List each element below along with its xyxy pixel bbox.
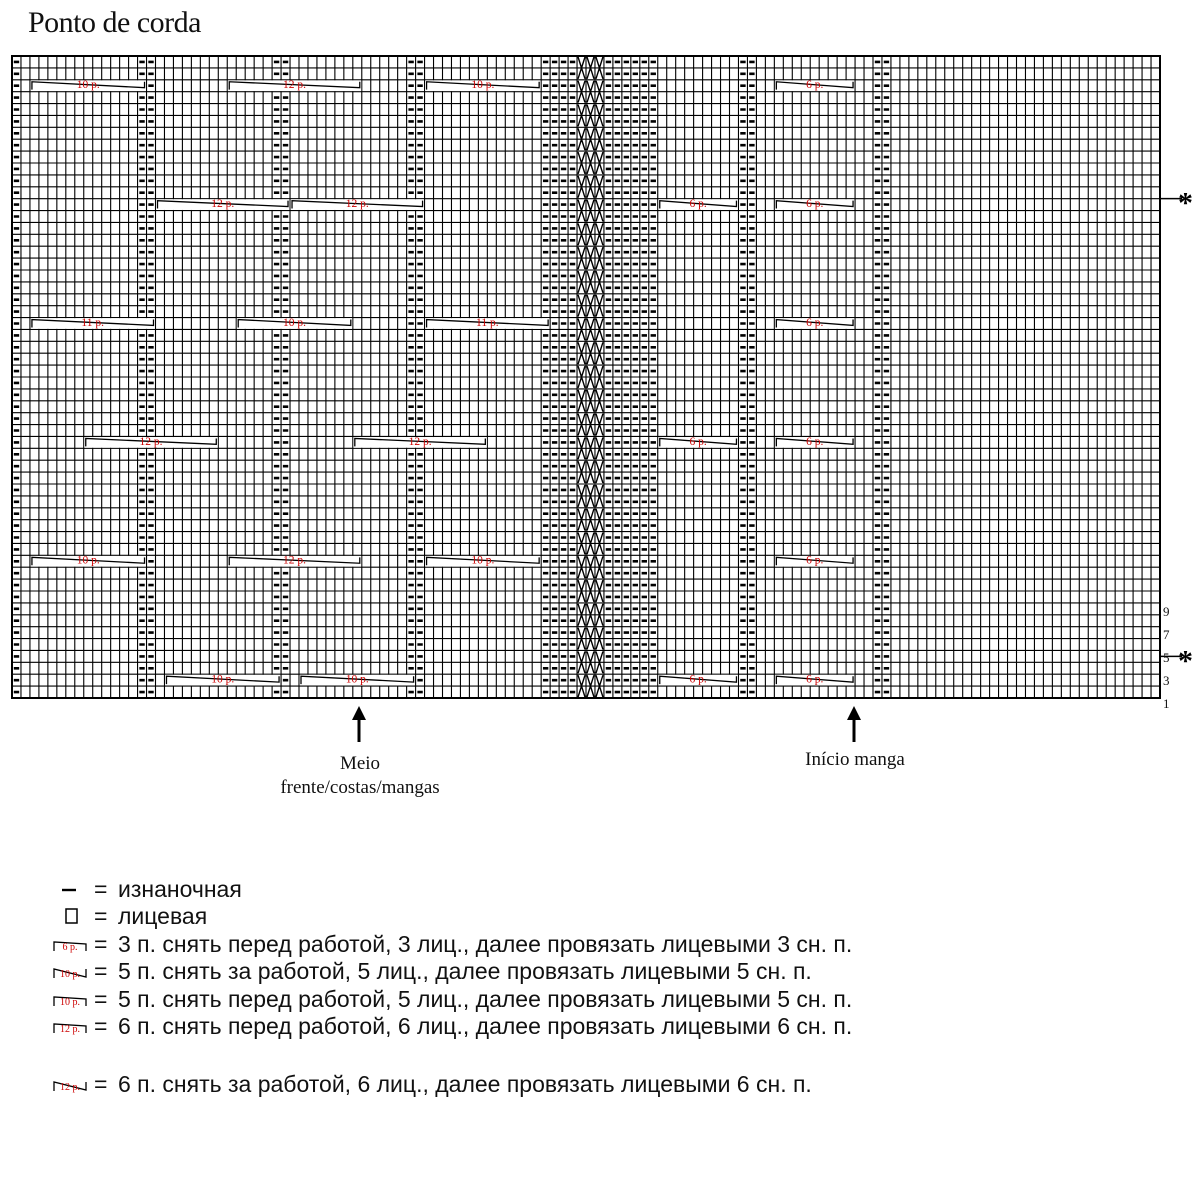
chart-grid (12, 56, 1160, 698)
legend-text: 5 п. снять за работой, 5 лиц., далее провязать лицевыми 5 сн. п. (118, 958, 812, 984)
cable-label: 10 p. (345, 673, 369, 686)
legend-equals: = (94, 1071, 108, 1097)
cable-label: 10 p. (211, 673, 235, 686)
legend-equals: = (94, 986, 108, 1012)
svg-text:12 p.: 12 p. (60, 1024, 80, 1035)
legend-text: 5 п. снять перед работой, 5 лиц., далее провязать лицевыми 5 сн. п. (118, 986, 853, 1012)
cable-label: 6 p. (806, 673, 824, 686)
legend-text: 6 п. снять перед работой, 6 лиц., далее провязать лицевыми 6 сн. п. (118, 1013, 853, 1039)
cable-label: 10 p. (76, 554, 100, 567)
row-number: 1 (1163, 696, 1170, 711)
asterisk-marker: * (1178, 644, 1193, 678)
cable-label: 12 p. (283, 554, 307, 567)
cable-label: 6 p. (806, 79, 824, 92)
row-numbers (1163, 600, 1170, 715)
arrow-head (352, 706, 366, 720)
cable-label: 10 p. (76, 79, 100, 92)
legend-text: лицевая (118, 903, 208, 929)
cable-label: 12 p. (283, 79, 307, 92)
sleeve-annotation (775, 748, 935, 772)
cable-label: 10 p. (283, 316, 307, 329)
legend-text: изнаночная (118, 876, 242, 902)
cable-label: 10 p. (471, 554, 495, 567)
cable-label: 6 p. (806, 435, 824, 448)
row-number: 7 (1163, 627, 1170, 642)
legend-equals: = (94, 1013, 108, 1039)
svg-text:6 p.: 6 p. (62, 942, 78, 953)
cable-label: 6 p. (689, 435, 707, 448)
legend-text: 3 п. снять перед работой, 3 лиц., далее провязать лицевыми 3 сн. п. (118, 931, 853, 957)
cable-label: 6 p. (806, 316, 824, 329)
sleeve-label: Início manga (805, 749, 905, 770)
legend-text: 6 п. снять за работой, 6 лиц., далее провязать лицевыми 6 сн. п. (118, 1071, 812, 1097)
cable-label: 12 p. (408, 435, 432, 448)
asterisk-marker: * (1178, 186, 1193, 220)
row-number: 3 (1163, 673, 1170, 688)
legend-equals: = (94, 931, 108, 957)
cable-label: 12 p. (139, 435, 163, 448)
cable-label: 11 p. (476, 316, 499, 329)
cable-label: 11 p. (81, 316, 105, 329)
svg-text:10 p.: 10 p. (60, 969, 80, 980)
middle-label-line1: Meio (339, 753, 381, 774)
cable-label: 6 p. (689, 198, 707, 211)
row-number: 5 (1163, 650, 1170, 665)
legend-equals: = (94, 958, 108, 984)
legend-equals: = (94, 876, 108, 902)
cross-stitches (578, 57, 603, 697)
middle-label-line2: frente/costas/mangas (280, 777, 440, 798)
row-number: 9 (1163, 604, 1170, 619)
cable-label: 6 p. (689, 673, 707, 686)
svg-text:12 p.: 12 p. (60, 1082, 80, 1093)
cable-label: 12 p. (211, 198, 235, 211)
page-title: Ponto de corda (28, 6, 201, 39)
middle-annotation (270, 752, 450, 800)
cable-label: 12 p. (345, 198, 369, 211)
cable-label: 6 p. (806, 198, 824, 211)
legend-equals: = (94, 903, 108, 929)
cable-label: 6 p. (806, 554, 824, 567)
svg-text:10 p.: 10 p. (60, 997, 80, 1008)
cable-label: 10 p. (471, 79, 495, 92)
arrow-head (847, 706, 861, 720)
